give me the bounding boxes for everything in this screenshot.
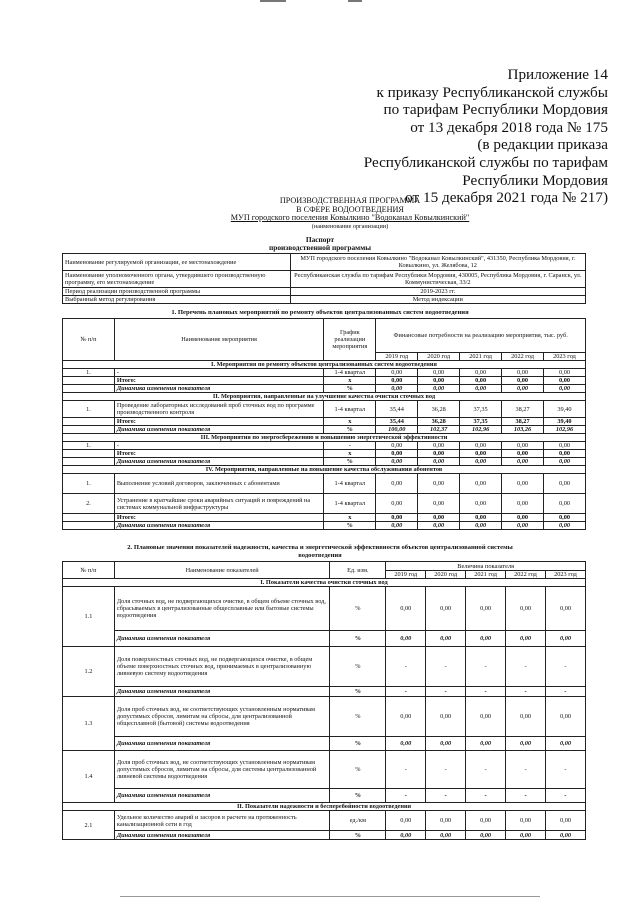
- cell-value: 0,00: [543, 474, 585, 494]
- program-title: [230, 197, 470, 231]
- cell-value: 0,00: [460, 385, 502, 393]
- indicator-row: [63, 811, 586, 831]
- cell-unit: %: [330, 737, 386, 751]
- cell-value: 0,00: [418, 514, 460, 522]
- cell-value: -: [426, 647, 466, 687]
- appendix-line: к приказу Республиканской службы: [376, 83, 608, 101]
- appendix-line: Республики Мордовия: [462, 171, 608, 189]
- section-row: [63, 803, 586, 811]
- cell-value: 38,27: [502, 418, 544, 426]
- cell-value: 37,35: [460, 401, 502, 418]
- cell-value: -: [386, 751, 426, 789]
- cell-value: 0,00: [543, 522, 585, 530]
- cell-value: 0,00: [376, 494, 418, 514]
- cell-value: -: [466, 751, 506, 789]
- cell-value: 0,00: [376, 474, 418, 494]
- section-title: I. Показатели качества очистки сточных вод: [63, 579, 586, 587]
- dynamics-row: [63, 522, 586, 530]
- cell-schedule: х: [324, 418, 376, 426]
- cell-value: 0,00: [460, 474, 502, 494]
- cell-value: 0,00: [506, 811, 546, 831]
- col-header-year: 2023 год: [543, 353, 585, 361]
- section-row: [63, 434, 586, 442]
- cell-unit: %: [330, 631, 386, 647]
- cell-value: 36,28: [418, 418, 460, 426]
- section-row: [63, 361, 586, 369]
- cell-value: 0,00: [460, 494, 502, 514]
- cell-value: 0,00: [426, 831, 466, 840]
- passport-row: [63, 271, 586, 288]
- cell-value: -: [506, 751, 546, 789]
- cell-name: Доля проб сточных вод, не соответствующих установленным нормативам допустимых сбросов, лимитам на сбросы, для централизованной общесплавной (бытовой) системы водоотведения: [114, 697, 330, 737]
- cell-value: 102,96: [460, 426, 502, 434]
- cell-value: 0,00: [460, 450, 502, 458]
- cell-value: 0,00: [418, 377, 460, 385]
- cell-value: 0,00: [418, 522, 460, 530]
- passport-label: Наименование уполномоченного органа, утвердившего производственную программу, его местонахождение: [63, 271, 291, 288]
- title-caption: (наименование организации): [311, 222, 389, 230]
- cell-value: 0,00: [502, 494, 544, 514]
- cell-value: 0,00: [506, 631, 546, 647]
- table-row: [63, 442, 586, 450]
- indicators-table: [62, 561, 586, 840]
- cell-unit: %: [330, 687, 386, 697]
- col-header-year: 2022 год: [502, 353, 544, 361]
- cell-value: -: [466, 647, 506, 687]
- cell-unit: %: [330, 587, 386, 631]
- cell-value: -: [466, 789, 506, 803]
- cell-value: -: [545, 789, 585, 803]
- appendix-line: (в редакции приказа: [477, 136, 608, 154]
- cell-value: 0,00: [376, 369, 418, 377]
- cell-value: 0,00: [543, 385, 585, 393]
- cell-value: 0,00: [376, 385, 418, 393]
- passport-row: [63, 254, 586, 271]
- cell-num: 1.: [63, 474, 115, 494]
- cell-value: 0,00: [502, 385, 544, 393]
- cell-value: 36,28: [418, 401, 460, 418]
- total-row: [63, 450, 586, 458]
- cell-value: 0,00: [502, 369, 544, 377]
- table-header-row: [63, 319, 586, 353]
- cell-value: 39,40: [543, 401, 585, 418]
- cell-value: 0,00: [545, 737, 585, 751]
- dynamics-row: [63, 458, 586, 466]
- passport-value: МУП городского поселения Ковылкино "Водоканал Ковылкинский", 431350, Республика Мордовия, г. Ковылкино, ул. Желябова, 12: [290, 254, 585, 271]
- cell-value: -: [386, 687, 426, 697]
- cell-value: 0,00: [502, 458, 544, 466]
- cell-value: 0,00: [545, 631, 585, 647]
- passport-label: Выбранный метод регулирования: [63, 296, 291, 304]
- cell-value: 0,00: [426, 811, 466, 831]
- cell-value: -: [386, 789, 426, 803]
- section-title: IV. Мероприятия, направленные на повышение качества обслуживания абонентов: [63, 466, 586, 474]
- cell-value: 102,37: [418, 426, 460, 434]
- total-row: [63, 418, 586, 426]
- cell-unit: %: [330, 697, 386, 737]
- cell-value: 0,00: [418, 494, 460, 514]
- cell-value: 0,00: [386, 737, 426, 751]
- col-header-schedule: График реализации мероприятия: [324, 319, 376, 361]
- cell-value: -: [386, 647, 426, 687]
- cell-name: Выполнение условий договоров, заключенных с абонентами: [114, 474, 323, 494]
- cell-value: 0,00: [543, 450, 585, 458]
- cell-schedule: 1-4 квартал: [324, 369, 376, 377]
- cell-num: 1.: [63, 369, 115, 377]
- passport-row: [63, 288, 586, 296]
- passport-value: Метод индексации: [290, 296, 585, 304]
- cell-unit: %: [330, 647, 386, 687]
- col-header-year: 2022 год: [506, 571, 546, 579]
- table2-title-cont: водоотведения: [298, 552, 342, 559]
- dynamics-row: [63, 687, 586, 697]
- cell-value: -: [426, 687, 466, 697]
- cell-value: 0,00: [502, 442, 544, 450]
- cell-value: 0,00: [376, 442, 418, 450]
- cell-value: 0,00: [376, 514, 418, 522]
- cell-value: -: [426, 789, 466, 803]
- cell-schedule: %: [324, 458, 376, 466]
- dynamics-row: [63, 831, 586, 840]
- cell-unit: ед./км: [330, 811, 386, 831]
- cell-value: 0,00: [426, 737, 466, 751]
- cell-schedule: 1-4 квартал: [324, 494, 376, 514]
- table1-title: 1. Перечень плановых мероприятий по ремонту объектов централизованных систем водоотведения: [171, 309, 469, 316]
- section-title: II. Показатели надежности и бесперебойности водоотведения: [63, 803, 586, 811]
- cell-value: 0,00: [376, 522, 418, 530]
- table-row: [63, 401, 586, 418]
- measures-table: [62, 318, 586, 530]
- scan-mark: [260, 0, 286, 2]
- col-header-year: 2021 год: [460, 353, 502, 361]
- cell-value: 0,00: [386, 631, 426, 647]
- section-title: II. Мероприятия, направленные на улучшение качества очистки сточных вод: [63, 393, 586, 401]
- cell-value: 0,00: [543, 514, 585, 522]
- cell-name: Динамика изменения показателя: [114, 789, 330, 803]
- cell-num: 1.1: [63, 587, 115, 647]
- cell-schedule: 1-4 квартал: [324, 401, 376, 418]
- scan-mark: [348, 0, 362, 2]
- col-header-num: № п/п: [63, 319, 115, 361]
- cell-value: -: [506, 789, 546, 803]
- cell-value: 35,44: [376, 418, 418, 426]
- cell-value: 0,00: [376, 458, 418, 466]
- section-row: [63, 393, 586, 401]
- indicator-row: [63, 751, 586, 789]
- cell-unit: %: [330, 831, 386, 840]
- table-row: [63, 369, 586, 377]
- cell-value: 0,00: [376, 450, 418, 458]
- cell-value: 0,00: [543, 369, 585, 377]
- section-title: III. Мероприятия по энергосбережению и повышению энергетической эффективности: [63, 434, 586, 442]
- cell-name: Динамика изменения показателя: [114, 385, 323, 393]
- cell-value: -: [545, 687, 585, 697]
- cell-value: 0,00: [466, 737, 506, 751]
- organization-name: МУП городского поселения Ковылкино "Водоканал Ковылкинский": [230, 213, 470, 223]
- section-title: I. Мероприятия по ремонту объектов централизованных систем водоотведения: [63, 361, 586, 369]
- cell-value: 0,00: [545, 811, 585, 831]
- col-header-year: 2020 год: [418, 353, 460, 361]
- cell-name: Динамика изменения показателя: [114, 458, 323, 466]
- indicator-row: [63, 697, 586, 737]
- cell-value: 0,00: [426, 697, 466, 737]
- cell-value: -: [545, 751, 585, 789]
- cell-value: 0,00: [502, 450, 544, 458]
- col-header-values: Величина показателя: [386, 562, 586, 571]
- cell-value: 0,00: [460, 514, 502, 522]
- dynamics-row: [63, 426, 586, 434]
- cell-value: 38,27: [502, 401, 544, 418]
- appendix-line: от 13 декабря 2018 года № 175: [410, 118, 608, 136]
- cell-num: 2.: [63, 494, 115, 514]
- cell-num: 1.: [63, 442, 115, 450]
- col-header-finance: Финансовые потребности на реализацию мероприятия, тыс. руб.: [376, 319, 586, 353]
- col-header-num: № п/п: [63, 562, 115, 579]
- cell-name: Динамика изменения показателя: [114, 831, 330, 840]
- cell-value: 0,00: [502, 522, 544, 530]
- total-row: [63, 514, 586, 522]
- appendix-line: от 15 декабря 2021 года № 217): [405, 189, 608, 207]
- passport-subtitle: производственной программы: [268, 243, 372, 252]
- passport-label: Период реализации производственной программы: [63, 288, 291, 296]
- dynamics-row: [63, 631, 586, 647]
- cell-value: 0,00: [460, 522, 502, 530]
- cell-value: 0,00: [506, 831, 546, 840]
- cell-name: Устранение в кратчайшие сроки аварийных ситуаций и повреждений на системах коммунальной инфраструктуры: [114, 494, 323, 514]
- cell-unit: %: [330, 789, 386, 803]
- cell-value: 0,00: [418, 442, 460, 450]
- col-header-name: Наименование показателей: [114, 562, 330, 579]
- cell-value: 0,00: [466, 631, 506, 647]
- cell-value: 0,00: [502, 474, 544, 494]
- cell-name: Итого:: [114, 514, 323, 522]
- col-header-year: 2019 год: [386, 571, 426, 579]
- cell-value: 102,96: [543, 426, 585, 434]
- cell-value: 0,00: [460, 377, 502, 385]
- cell-value: 0,00: [418, 474, 460, 494]
- cell-value: 0,00: [506, 697, 546, 737]
- cell-name: -: [114, 369, 323, 377]
- section-row: [63, 466, 586, 474]
- cell-name: Динамика изменения показателя: [114, 737, 330, 751]
- col-header-year: 2023 год: [545, 571, 585, 579]
- cell-value: 0,00: [460, 369, 502, 377]
- col-header-year: 2019 год: [376, 353, 418, 361]
- cell-schedule: х: [324, 450, 376, 458]
- cell-name: Динамика изменения показателя: [114, 522, 323, 530]
- cell-value: 0,00: [376, 377, 418, 385]
- table-header-row: [63, 562, 586, 571]
- cell-value: 0,00: [502, 514, 544, 522]
- col-header-year: 2021 год: [466, 571, 506, 579]
- cell-value: 0,00: [466, 697, 506, 737]
- scan-mark: [120, 896, 540, 897]
- cell-value: 103,26: [502, 426, 544, 434]
- cell-schedule: 1-4 квартал: [324, 474, 376, 494]
- cell-value: 0,00: [543, 377, 585, 385]
- cell-value: 0,00: [386, 811, 426, 831]
- cell-schedule: х: [324, 514, 376, 522]
- cell-value: -: [506, 687, 546, 697]
- table-row: [63, 474, 586, 494]
- cell-value: 0,00: [506, 587, 546, 631]
- cell-value: 0,00: [543, 494, 585, 514]
- cell-num: 1.3: [63, 697, 115, 751]
- table-row: [63, 494, 586, 514]
- cell-value: 0,00: [418, 369, 460, 377]
- cell-value: 35,44: [376, 401, 418, 418]
- cell-name: Доля поверхностных сточных вод, не подвергающихся очистке, в общем объеме поверхностных сточных вод, принимаемых в централизованную ливневую систему водоотведения: [114, 647, 330, 687]
- cell-value: 0,00: [545, 697, 585, 737]
- appendix-line: Республиканской службы по тарифам: [363, 153, 608, 171]
- cell-value: 0,00: [466, 831, 506, 840]
- cell-schedule: -: [324, 442, 376, 450]
- cell-value: 0,00: [506, 737, 546, 751]
- dynamics-row: [63, 737, 586, 751]
- cell-value: -: [466, 687, 506, 697]
- cell-num: 1.4: [63, 751, 115, 803]
- passport-title: Паспорт: [305, 235, 335, 244]
- cell-value: 0,00: [460, 458, 502, 466]
- col-header-year: 2020 год: [426, 571, 466, 579]
- cell-value: 0,00: [426, 631, 466, 647]
- dynamics-row: [63, 385, 586, 393]
- cell-value: 0,00: [418, 450, 460, 458]
- cell-value: 39,40: [543, 418, 585, 426]
- appendix-line: Приложение 14: [507, 66, 608, 83]
- cell-name: Динамика изменения показателя: [114, 687, 330, 697]
- total-row: [63, 377, 586, 385]
- cell-value: 100,00: [376, 426, 418, 434]
- passport-row: [63, 296, 586, 304]
- section-row: [63, 579, 586, 587]
- col-header-unit: Ед. изм.: [330, 562, 386, 579]
- cell-value: 0,00: [426, 587, 466, 631]
- cell-name: -: [114, 442, 323, 450]
- cell-name: Доля проб сточных вод, не соответствующих установленным нормативам допустимых сбросов, лимитам на сбросы, для системы централизованной ливневой системы водоотведения: [114, 751, 330, 789]
- cell-value: -: [506, 647, 546, 687]
- indicator-row: [63, 587, 586, 631]
- title-line: ПРОИЗВОДСТВЕННАЯ ПРОГРАММА: [279, 196, 421, 205]
- cell-name: Динамика изменения показателя: [114, 426, 323, 434]
- cell-value: 0,00: [502, 377, 544, 385]
- passport-label: Наименование регулируемой организации, ее местонахождение: [63, 254, 291, 271]
- cell-unit: %: [330, 751, 386, 789]
- table2-title: 2. Плановые значения показателей надежности, качества и энергетической эффективности объектов централизованной системы: [127, 544, 513, 551]
- cell-value: -: [426, 751, 466, 789]
- cell-value: -: [545, 647, 585, 687]
- cell-schedule: %: [324, 522, 376, 530]
- cell-name: Итого:: [114, 377, 323, 385]
- appendix-line: по тарифам Республики Мордовия: [383, 101, 608, 119]
- cell-value: 0,00: [466, 811, 506, 831]
- indicator-row: [63, 647, 586, 687]
- passport-table: [62, 253, 586, 304]
- cell-name: Доля сточных вод, не подвергающихся очистке, в общем объеме сточных вод, сбрасываемых в централизованные общесплавные или бытовые системы водоотведения: [114, 587, 330, 631]
- cell-name: Динамика изменения показателя: [114, 631, 330, 647]
- cell-name: Проведение лабораторных исследований проб сточных вод по программе производственного контроля: [114, 401, 323, 418]
- cell-value: 0,00: [545, 587, 585, 631]
- cell-value: 0,00: [418, 385, 460, 393]
- dynamics-row: [63, 789, 586, 803]
- cell-value: 0,00: [386, 587, 426, 631]
- cell-num: 1.2: [63, 647, 115, 697]
- cell-name: Итого:: [114, 418, 323, 426]
- passport-value: 2019-2023 гг.: [290, 288, 585, 296]
- col-header-name: Наименование мероприятия: [114, 319, 323, 361]
- cell-name: Итого:: [114, 450, 323, 458]
- title-line: В СФЕРЕ ВОДООТВЕДЕНИЯ: [296, 204, 404, 214]
- cell-value: 0,00: [386, 831, 426, 840]
- cell-value: 0,00: [460, 442, 502, 450]
- cell-schedule: %: [324, 426, 376, 434]
- cell-value: 0,00: [386, 697, 426, 737]
- cell-value: 0,00: [545, 831, 585, 840]
- cell-schedule: х: [324, 377, 376, 385]
- cell-schedule: %: [324, 385, 376, 393]
- cell-value: 0,00: [543, 458, 585, 466]
- cell-value: 37,35: [460, 418, 502, 426]
- appendix-block: [278, 66, 608, 207]
- cell-value: 0,00: [543, 442, 585, 450]
- passport-value: Республиканская служба по тарифам Республики Мордовия, 430005, Республика Мордовия, г. Саранск, ул. Коммунистическая, 33/2: [290, 271, 585, 288]
- cell-num: 1.: [63, 401, 115, 418]
- cell-value: 0,00: [466, 587, 506, 631]
- cell-value: 0,00: [418, 458, 460, 466]
- cell-num: 2.1: [63, 811, 115, 840]
- cell-name: Удельное количество аварий и засоров в расчете на протяженность канализационной сети в год: [114, 811, 330, 831]
